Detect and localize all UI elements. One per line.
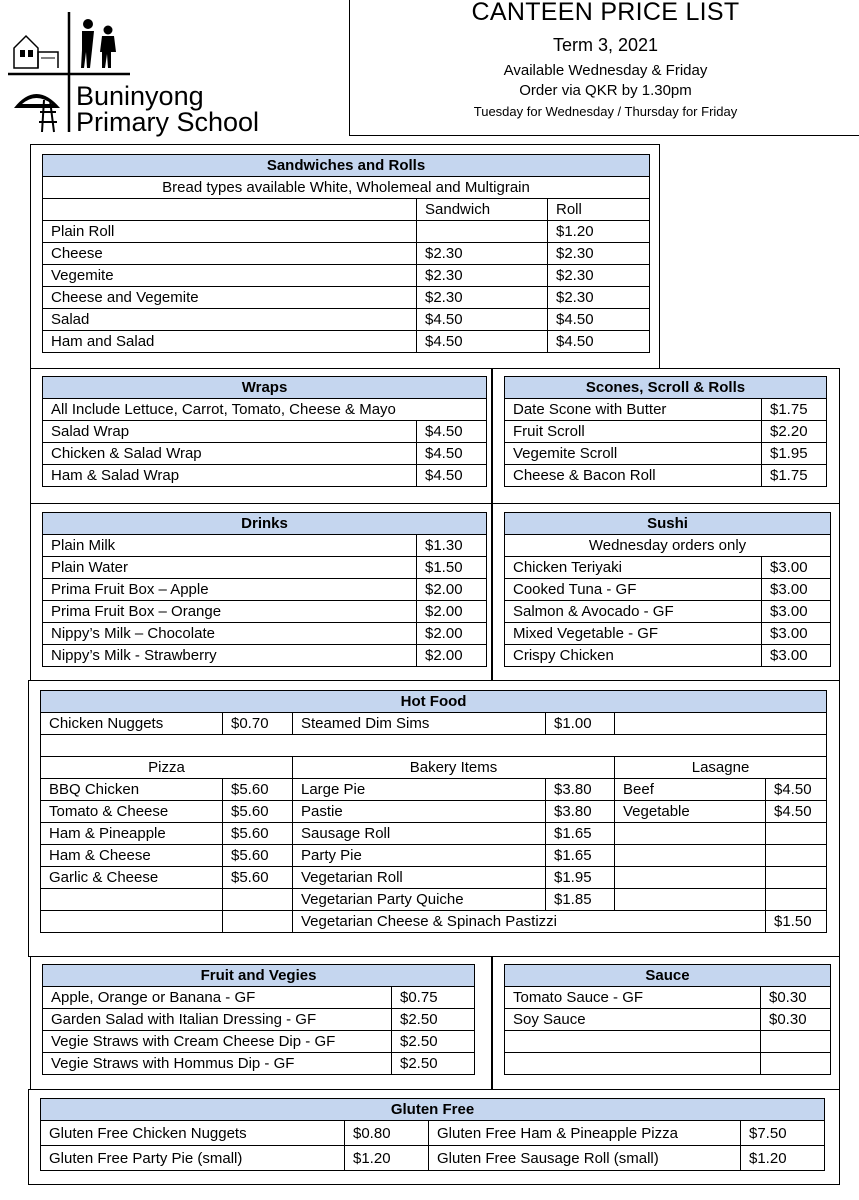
sushi-subtitle: Wednesday orders only xyxy=(505,535,831,557)
table-row xyxy=(43,1009,475,1031)
table-row xyxy=(43,421,487,443)
table-row xyxy=(505,623,831,645)
item-price: $0.30 xyxy=(761,1009,831,1031)
item-price: $1.65 xyxy=(546,823,615,845)
sauce-table xyxy=(504,964,831,1075)
glutenfree-title: Gluten Free xyxy=(41,1099,825,1121)
wraps-table xyxy=(42,376,487,487)
item-price: $2.50 xyxy=(392,1053,475,1075)
item-name: Party Pie xyxy=(293,845,546,867)
item-name: Sausage Roll xyxy=(293,823,546,845)
col-bakery: Bakery Items xyxy=(293,757,615,779)
item-name: Cooked Tuna - GF xyxy=(505,579,762,601)
item-name xyxy=(615,823,766,845)
order-deadline-note: Tuesday for Wednesday / Thursday for Friday xyxy=(473,104,738,119)
table-row xyxy=(41,801,827,823)
table-row xyxy=(41,845,827,867)
item-name: Vegetarian Cheese & Spinach Pastizzi xyxy=(293,911,766,933)
item-name: Salad Wrap xyxy=(43,421,417,443)
item-price: $7.50 xyxy=(741,1121,825,1146)
item-price: $2.30 xyxy=(417,265,548,287)
item-price: $1.95 xyxy=(762,443,827,465)
table-row xyxy=(505,601,831,623)
item-name: Date Scone with Butter xyxy=(505,399,762,421)
drinks-table xyxy=(42,512,487,667)
sushi-table xyxy=(504,512,831,667)
item-price xyxy=(766,867,827,889)
item-price: $5.60 xyxy=(223,823,293,845)
table-row xyxy=(43,443,487,465)
item-name: Cheese & Bacon Roll xyxy=(505,465,762,487)
item-price: $0.30 xyxy=(761,987,831,1009)
item-price: $1.50 xyxy=(417,557,487,579)
empty-cell xyxy=(223,911,293,933)
table-row xyxy=(41,1121,825,1146)
item-name: Gluten Free Chicken Nuggets xyxy=(41,1121,345,1146)
table-row xyxy=(43,331,650,353)
item-name: Vegie Straws with Hommus Dip - GF xyxy=(43,1053,392,1075)
sushi-title: Sushi xyxy=(505,513,831,535)
col-sandwich: Sandwich xyxy=(417,199,548,221)
item-name: BBQ Chicken xyxy=(41,779,223,801)
item-price: $2.30 xyxy=(417,243,548,265)
item-name: Vegemite Scroll xyxy=(505,443,762,465)
scones-table xyxy=(504,376,827,487)
table-row xyxy=(43,465,487,487)
item-price: $2.20 xyxy=(762,421,827,443)
item-name: Gluten Free Sausage Roll (small) xyxy=(429,1146,741,1171)
item-price xyxy=(417,221,548,243)
item-name: Fruit Scroll xyxy=(505,421,762,443)
item-price xyxy=(761,1031,831,1053)
item-name: Mixed Vegetable - GF xyxy=(505,623,762,645)
item-name: Garlic & Cheese xyxy=(41,867,223,889)
item-price: $1.75 xyxy=(762,465,827,487)
item-price: $3.00 xyxy=(762,557,831,579)
table-row xyxy=(505,645,831,667)
table-row xyxy=(505,579,831,601)
item-price: $3.80 xyxy=(546,779,615,801)
table-row xyxy=(41,911,827,933)
table-row xyxy=(43,265,650,287)
item-name: Prima Fruit Box – Apple xyxy=(43,579,417,601)
table-row xyxy=(505,399,827,421)
table-row xyxy=(43,221,650,243)
item-price: $1.00 xyxy=(546,713,615,735)
item-price: $2.50 xyxy=(392,1009,475,1031)
item-price: $4.50 xyxy=(417,309,548,331)
wraps-title: Wraps xyxy=(43,377,487,399)
glutenfree-table xyxy=(40,1098,825,1171)
page-title: CANTEEN PRICE LIST xyxy=(471,0,740,26)
table-row xyxy=(43,645,487,667)
item-price: $2.00 xyxy=(417,601,487,623)
item-price: $4.50 xyxy=(766,801,827,823)
table-row xyxy=(41,889,827,911)
item-price: $4.50 xyxy=(417,331,548,353)
item-price: $4.50 xyxy=(548,309,650,331)
table-row xyxy=(41,867,827,889)
item-price: $1.20 xyxy=(548,221,650,243)
wraps-subtitle: All Include Lettuce, Carrot, Tomato, Cheese & Mayo xyxy=(43,399,487,421)
table-row xyxy=(505,1053,831,1075)
title-box xyxy=(349,0,859,136)
item-price: $2.00 xyxy=(417,579,487,601)
sauce-title: Sauce xyxy=(505,965,831,987)
school-logo xyxy=(8,8,278,136)
item-price: $1.95 xyxy=(546,867,615,889)
item-price: $4.50 xyxy=(766,779,827,801)
item-price: $5.60 xyxy=(223,801,293,823)
item-price xyxy=(761,1053,831,1075)
table-row xyxy=(505,421,827,443)
item-name xyxy=(505,1053,761,1075)
item-name: Plain Milk xyxy=(43,535,417,557)
item-price: $2.30 xyxy=(548,287,650,309)
item-name xyxy=(505,1031,761,1053)
item-name xyxy=(615,867,766,889)
term-label: Term 3, 2021 xyxy=(552,35,659,55)
item-name: Apple, Orange or Banana - GF xyxy=(43,987,392,1009)
table-row xyxy=(43,309,650,331)
item-price: $4.50 xyxy=(417,443,487,465)
empty-cell xyxy=(43,199,417,221)
table-row xyxy=(505,1031,831,1053)
item-name: Steamed Dim Sims xyxy=(293,713,546,735)
school-name-line1: Buninyong xyxy=(76,81,204,111)
item-price xyxy=(766,823,827,845)
item-name: Beef xyxy=(615,779,766,801)
item-name: Tomato Sauce - GF xyxy=(505,987,761,1009)
item-price: $1.20 xyxy=(345,1146,429,1171)
spacer-row xyxy=(41,735,827,757)
item-name: Prima Fruit Box – Orange xyxy=(43,601,417,623)
table-row xyxy=(505,1009,831,1031)
item-price: $3.00 xyxy=(762,579,831,601)
item-price: $2.00 xyxy=(417,623,487,645)
order-text: Order via QKR by 1.30pm xyxy=(519,82,692,99)
item-price: $2.00 xyxy=(417,645,487,667)
table-row xyxy=(43,1053,475,1075)
item-price: $2.30 xyxy=(548,265,650,287)
bread-types-text: Bread types available White, Wholemeal and Multigrain xyxy=(43,177,650,199)
table-row xyxy=(505,465,827,487)
item-price: $5.60 xyxy=(223,779,293,801)
item-name: Vegetarian Party Quiche xyxy=(293,889,546,911)
item-price: $3.00 xyxy=(762,601,831,623)
item-name: Soy Sauce xyxy=(505,1009,761,1031)
item-price: $4.50 xyxy=(548,331,650,353)
table-row xyxy=(43,623,487,645)
hotfood-title: Hot Food xyxy=(41,691,827,713)
item-name: Large Pie xyxy=(293,779,546,801)
item-name: Nippy’s Milk - Strawberry xyxy=(43,645,417,667)
table-row xyxy=(41,823,827,845)
item-name: Vegetable xyxy=(615,801,766,823)
item-name xyxy=(615,845,766,867)
table-row xyxy=(505,443,827,465)
table-row xyxy=(43,987,475,1009)
sandwiches-table xyxy=(42,154,650,353)
table-row xyxy=(505,987,831,1009)
hotfood-table xyxy=(40,690,827,933)
availability-text: Available Wednesday & Friday xyxy=(503,62,708,79)
school-name-line2: Primary School xyxy=(76,107,260,137)
fruit-table xyxy=(42,964,475,1075)
col-pizza: Pizza xyxy=(41,757,293,779)
item-price xyxy=(766,889,827,911)
item-name: Chicken & Salad Wrap xyxy=(43,443,417,465)
item-name: Salad xyxy=(43,309,417,331)
item-price: $5.60 xyxy=(223,845,293,867)
item-name: Nippy’s Milk – Chocolate xyxy=(43,623,417,645)
item-name: Ham and Salad xyxy=(43,331,417,353)
item-price: $3.80 xyxy=(546,801,615,823)
table-row xyxy=(43,579,487,601)
item-name xyxy=(41,889,223,911)
table-row xyxy=(43,287,650,309)
item-name: Ham & Salad Wrap xyxy=(43,465,417,487)
item-name: Cheese and Vegemite xyxy=(43,287,417,309)
item-name: Ham & Cheese xyxy=(41,845,223,867)
item-price: $2.50 xyxy=(392,1031,475,1053)
table-row xyxy=(43,535,487,557)
item-name: Chicken Nuggets xyxy=(41,713,223,735)
item-name: Ham & Pineapple xyxy=(41,823,223,845)
item-price xyxy=(766,845,827,867)
item-price: $2.30 xyxy=(548,243,650,265)
item-name: Plain Water xyxy=(43,557,417,579)
item-name: Gluten Free Party Pie (small) xyxy=(41,1146,345,1171)
item-name: Pastie xyxy=(293,801,546,823)
item-price: $1.75 xyxy=(762,399,827,421)
item-name: Cheese xyxy=(43,243,417,265)
item-name: Vegemite xyxy=(43,265,417,287)
item-price: $1.30 xyxy=(417,535,487,557)
item-name: Garden Salad with Italian Dressing - GF xyxy=(43,1009,392,1031)
col-lasagne: Lasagne xyxy=(615,757,827,779)
table-row xyxy=(43,601,487,623)
item-name: Salmon & Avocado - GF xyxy=(505,601,762,623)
item-price: $1.65 xyxy=(546,845,615,867)
table-row xyxy=(43,1031,475,1053)
item-price: $3.00 xyxy=(762,645,831,667)
drinks-title: Drinks xyxy=(43,513,487,535)
item-price: $1.85 xyxy=(546,889,615,911)
item-price: $0.75 xyxy=(392,987,475,1009)
table-row xyxy=(43,243,650,265)
empty-cell xyxy=(41,911,223,933)
table-row xyxy=(505,557,831,579)
table-row xyxy=(41,713,827,735)
table-row xyxy=(43,557,487,579)
item-price: $0.80 xyxy=(345,1121,429,1146)
col-roll: Roll xyxy=(548,199,650,221)
item-price: $0.70 xyxy=(223,713,293,735)
item-price xyxy=(223,889,293,911)
item-name: Plain Roll xyxy=(43,221,417,243)
item-price: $4.50 xyxy=(417,421,487,443)
item-name: Chicken Teriyaki xyxy=(505,557,762,579)
item-name: Crispy Chicken xyxy=(505,645,762,667)
item-price: $1.20 xyxy=(741,1146,825,1171)
table-row xyxy=(41,1146,825,1171)
item-name xyxy=(615,889,766,911)
item-name: Vegetarian Roll xyxy=(293,867,546,889)
item-name: Tomato & Cheese xyxy=(41,801,223,823)
item-name: Vegie Straws with Cream Cheese Dip - GF xyxy=(43,1031,392,1053)
item-price: $5.60 xyxy=(223,867,293,889)
item-name: Gluten Free Ham & Pineapple Pizza xyxy=(429,1121,741,1146)
empty-cell xyxy=(615,713,827,735)
sandwiches-title: Sandwiches and Rolls xyxy=(43,155,650,177)
item-price: $1.50 xyxy=(766,911,827,933)
item-price: $3.00 xyxy=(762,623,831,645)
scones-title: Scones, Scroll & Rolls xyxy=(505,377,827,399)
item-price: $4.50 xyxy=(417,465,487,487)
table-row xyxy=(41,779,827,801)
fruit-title: Fruit and Vegies xyxy=(43,965,475,987)
item-price: $2.30 xyxy=(417,287,548,309)
